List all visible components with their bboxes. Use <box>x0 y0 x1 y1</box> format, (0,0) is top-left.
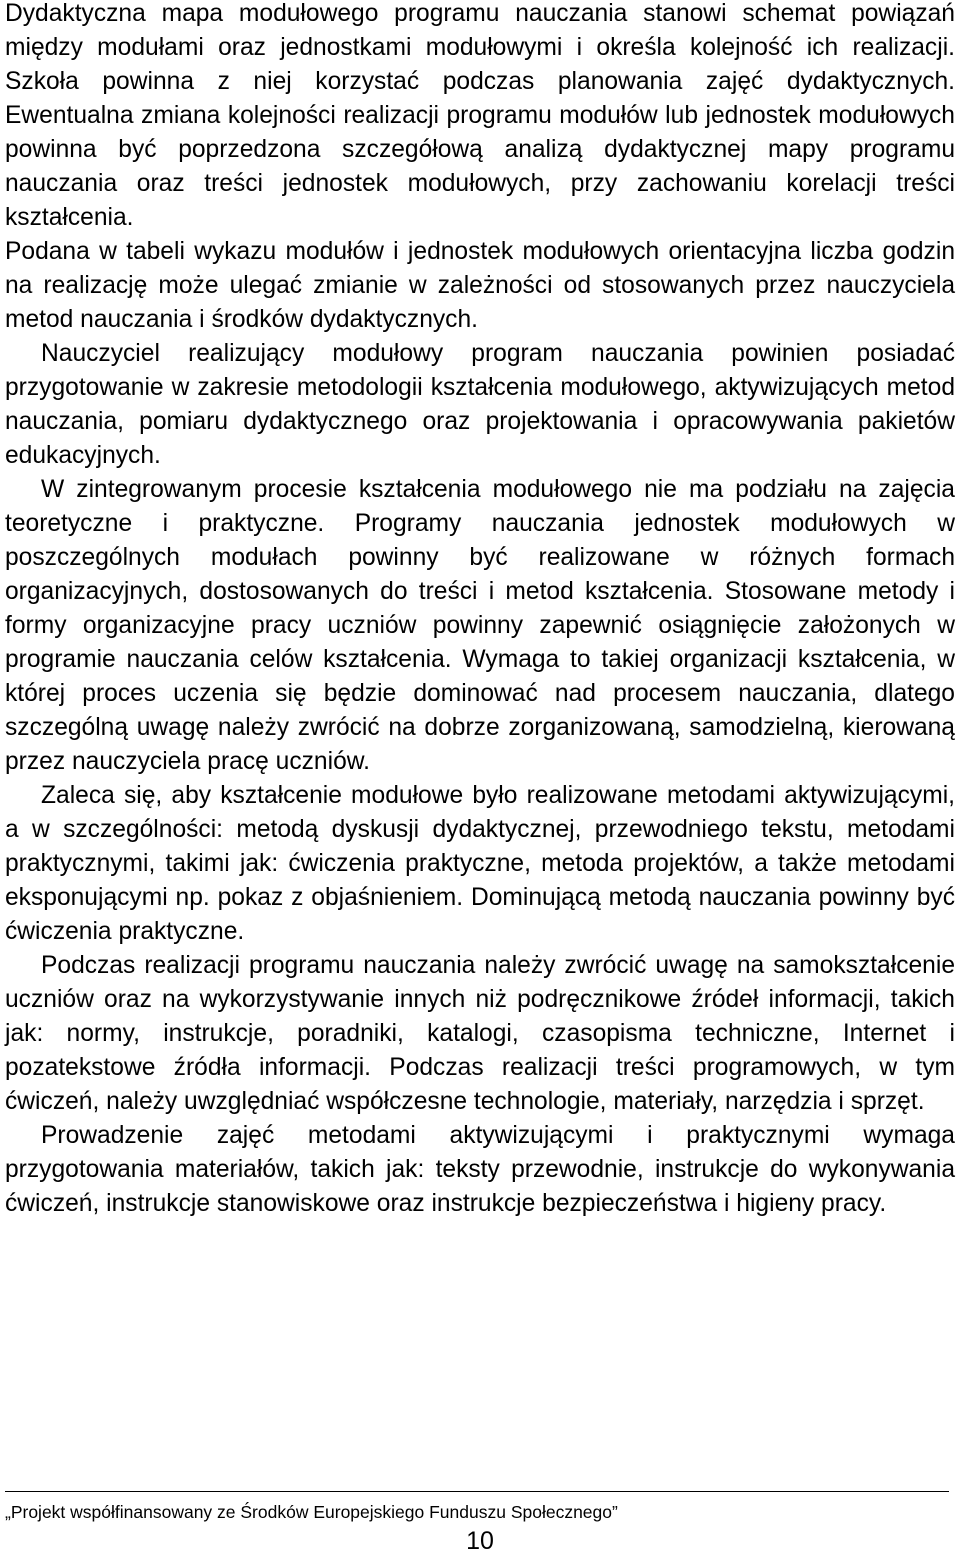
document-body <box>5 0 955 1221</box>
page-number: 10 <box>466 1527 494 1555</box>
paragraph-materials-preparation: Prowadzenie zajęć metodami aktywizującymi i praktycznymi wymaga przygotowania materiałów, takich jak: teksty przewodnie, instrukcje do wykonywania ćwiczeń, instrukcje stanowiskowe oraz instrukcje bezpieczeństwa i higieny pracy. <box>5 1122 955 1217</box>
paragraph-curriculum-map: Dydaktyczna mapa modułowego programu nauczania stanowi schemat powiązań między modułami oraz jednostkami modułowymi i określa kolejność ich realizacji. Szkoła powinna z niej korzystać podczas planowania zajęć dydaktycznych. Ewentualna zmiana kolejności realizacji programu modułów lub jednostek modułowych powinna być poprzedzona szczegółową analizą dydaktycznej mapy programu nauczania oraz treści jednostek modułowych, przy zachowaniu korelacji treści kształcenia. <box>5 0 955 231</box>
footer-divider <box>5 1491 949 1492</box>
paragraph-self-education: Podczas realizacji programu nauczania należy zwrócić uwagę na samokształcenie uczniów oraz na wykorzystywanie innych niż podręcznikowe źródeł informacji, takich jak: normy, instrukcje, poradniki, katalogi, czasopisma techniczne, Internet i pozatekstowe źródła informacji. Podczas realizacji treści programowych, w tym ćwiczeń, należy uwzględniać współczesne technologie, materiały, narzędzia i sprzęt. <box>5 952 955 1115</box>
paragraph-active-methods: Zaleca się, aby kształcenie modułowe było realizowane metodami aktywizującymi, a w szczególności: metodą dyskusji dydaktycznej, przewodniego tekstu, metodami praktycznymi, takimi jak: ćwiczenia praktyczne, metoda projektów, a także metodami eksponującymi np. pokaz z objaśnieniem. Dominującą metodą nauczania powinny być ćwiczenia praktyczne. <box>5 782 955 945</box>
paragraph-hours-table: Podana w tabeli wykazu modułów i jednostek modułowych orientacyjna liczba godzin na realizację może ulegać zmianie w zależności od stosowanych przez nauczyciela metod nauczania i środków dydaktycznych. <box>5 238 955 333</box>
footer-funding-note: „Projekt współfinansowany ze Środków Europejskiego Funduszu Społecznego” <box>5 1502 618 1522</box>
paragraph-teacher-qualifications: Nauczyciel realizujący modułowy program nauczania powinien posiadać przygotowanie w zakresie metodologii kształcenia modułowego, aktywizujących metod nauczania, pomiaru dydaktycznego oraz projektowania i opracowywania pakietów edukacyjnych. <box>5 340 955 469</box>
paragraph-integrated-process: W zintegrowanym procesie kształcenia modułowego nie ma podziału na zajęcia teoretyczne i praktyczne. Programy nauczania jednostek modułowych w poszczególnych modułach powinny być realizowane w różnych formach organizacyjnych, dostosowanych do treści i metod kształcenia. Stosowane metody i formy organizacyjne pracy uczniów powinny zapewnić osiągnięcie założonych w programie nauczania celów kształcenia. Wymaga to takiej organizacji kształcenia, w której proces uczenia się będzie dominować nad procesem nauczania, dlatego szczególną uwagę należy zwrócić na dobrze zorganizowaną, samodzielną, kierowaną przez nauczyciela pracę uczniów. <box>5 476 955 775</box>
